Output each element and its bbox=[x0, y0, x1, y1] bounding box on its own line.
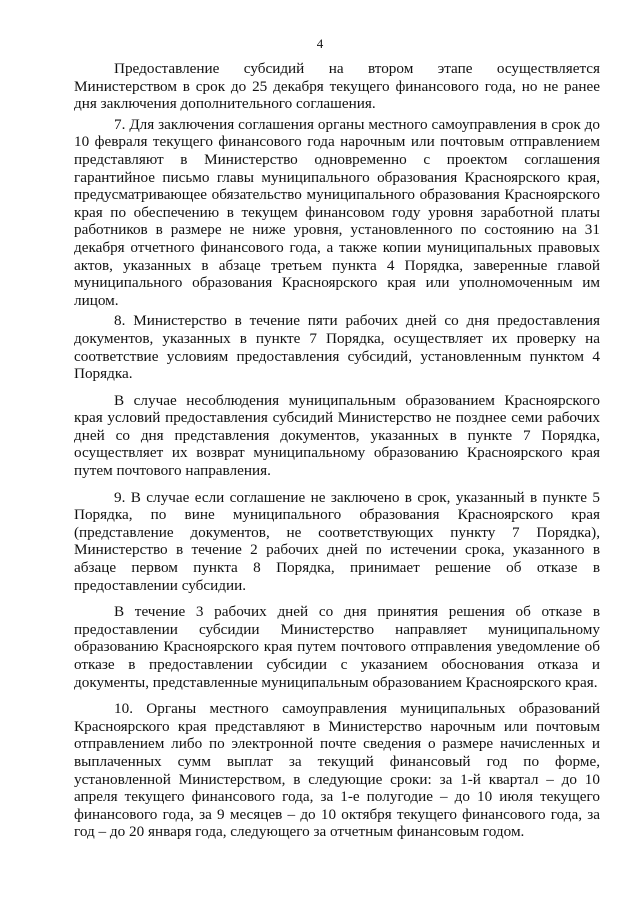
paragraph-9-notice: В течение 3 рабочих дней со дня принятия решения об отказе в предоставлении субсидии Министерство направляет муниципальному образованию Красноярского края путем почтового отправления уведомление об отказе в предоставлении субсидии с указанием обоснования отказа и документы, представленные муниципальным образованием Красноярского края. bbox=[74, 603, 600, 691]
paragraph-7: 7. Для заключения соглашения органы местного самоуправления в срок до 10 февраля текущего финансового года нарочным или почтовым отправлением представляют в Министерство одновременно с проектом соглашения гарантийное письмо главы муниципального образования Красноярского края, предусматривающее обязательство муниципального образования Красноярского края по обеспечению в текущем финансовом году уровня заработной платы работников в размере не ниже уровня, установленного по состоянию на 31 декабря отчетного финансового года, а также копии муниципальных правовых актов, указанных в абзаце третьем пункта 4 Порядка, заверенные главой муниципального образования Красноярского края или уполномоченным им лицом. bbox=[74, 115, 600, 309]
document-body bbox=[74, 60, 600, 841]
paragraph-second-stage: Предоставление субсидий на втором этапе осуществляется Министерством в срок до 25 декабря текущего финансового года, но не ранее дня заключения дополнительного соглашения. bbox=[74, 60, 600, 113]
paragraph-8-noncompliance: В случае несоблюдения муниципальным образованием Красноярского края условий предоставления субсидий Министерство не позднее семи рабочих дней со дня представления документов, указанных в пункте 7 Порядка, осуществляет их возврат муниципальному образованию Красноярского края путем почтового направления. bbox=[74, 391, 600, 480]
paragraph-10: 10. Органы местного самоуправления муниципальных образований Красноярского края представляют в Министерство нарочным или почтовым отправлением либо по электронной почте сведения о размере начисленных и выплаченных сумм выплат за текущий финансовый год по форме, установленной Министерством, в следующие сроки: за 1-й квартал – до 10 апреля текущего финансового года, за 1-е полугодие – до 10 июля текущего финансового года, за 9 месяцев – до 10 октября текущего финансового года, за год – до 20 января года, следующего за отчетным финансовым годом. bbox=[74, 700, 600, 841]
paragraph-9: 9. В случае если соглашение не заключено в срок, указанный в пункте 5 Порядка, по вине муниципального образования Красноярского края (представление документов, не соответствующих пункту 7 Порядка), Министерство в течение 2 рабочих дней по истечении срока, указанного в абзаце первом пункта 8 Порядка, принимает решение об отказе в предоставлении субсидии. bbox=[74, 488, 600, 594]
page-number: 4 bbox=[316, 36, 324, 51]
paragraph-8: 8. Министерство в течение пяти рабочих дней со дня предоставления документов, указанных в пункте 7 Порядка, осуществляет их проверку на соответствие условиям предоставления субсидий, установленным пунктом 4 Порядка. bbox=[74, 312, 600, 383]
